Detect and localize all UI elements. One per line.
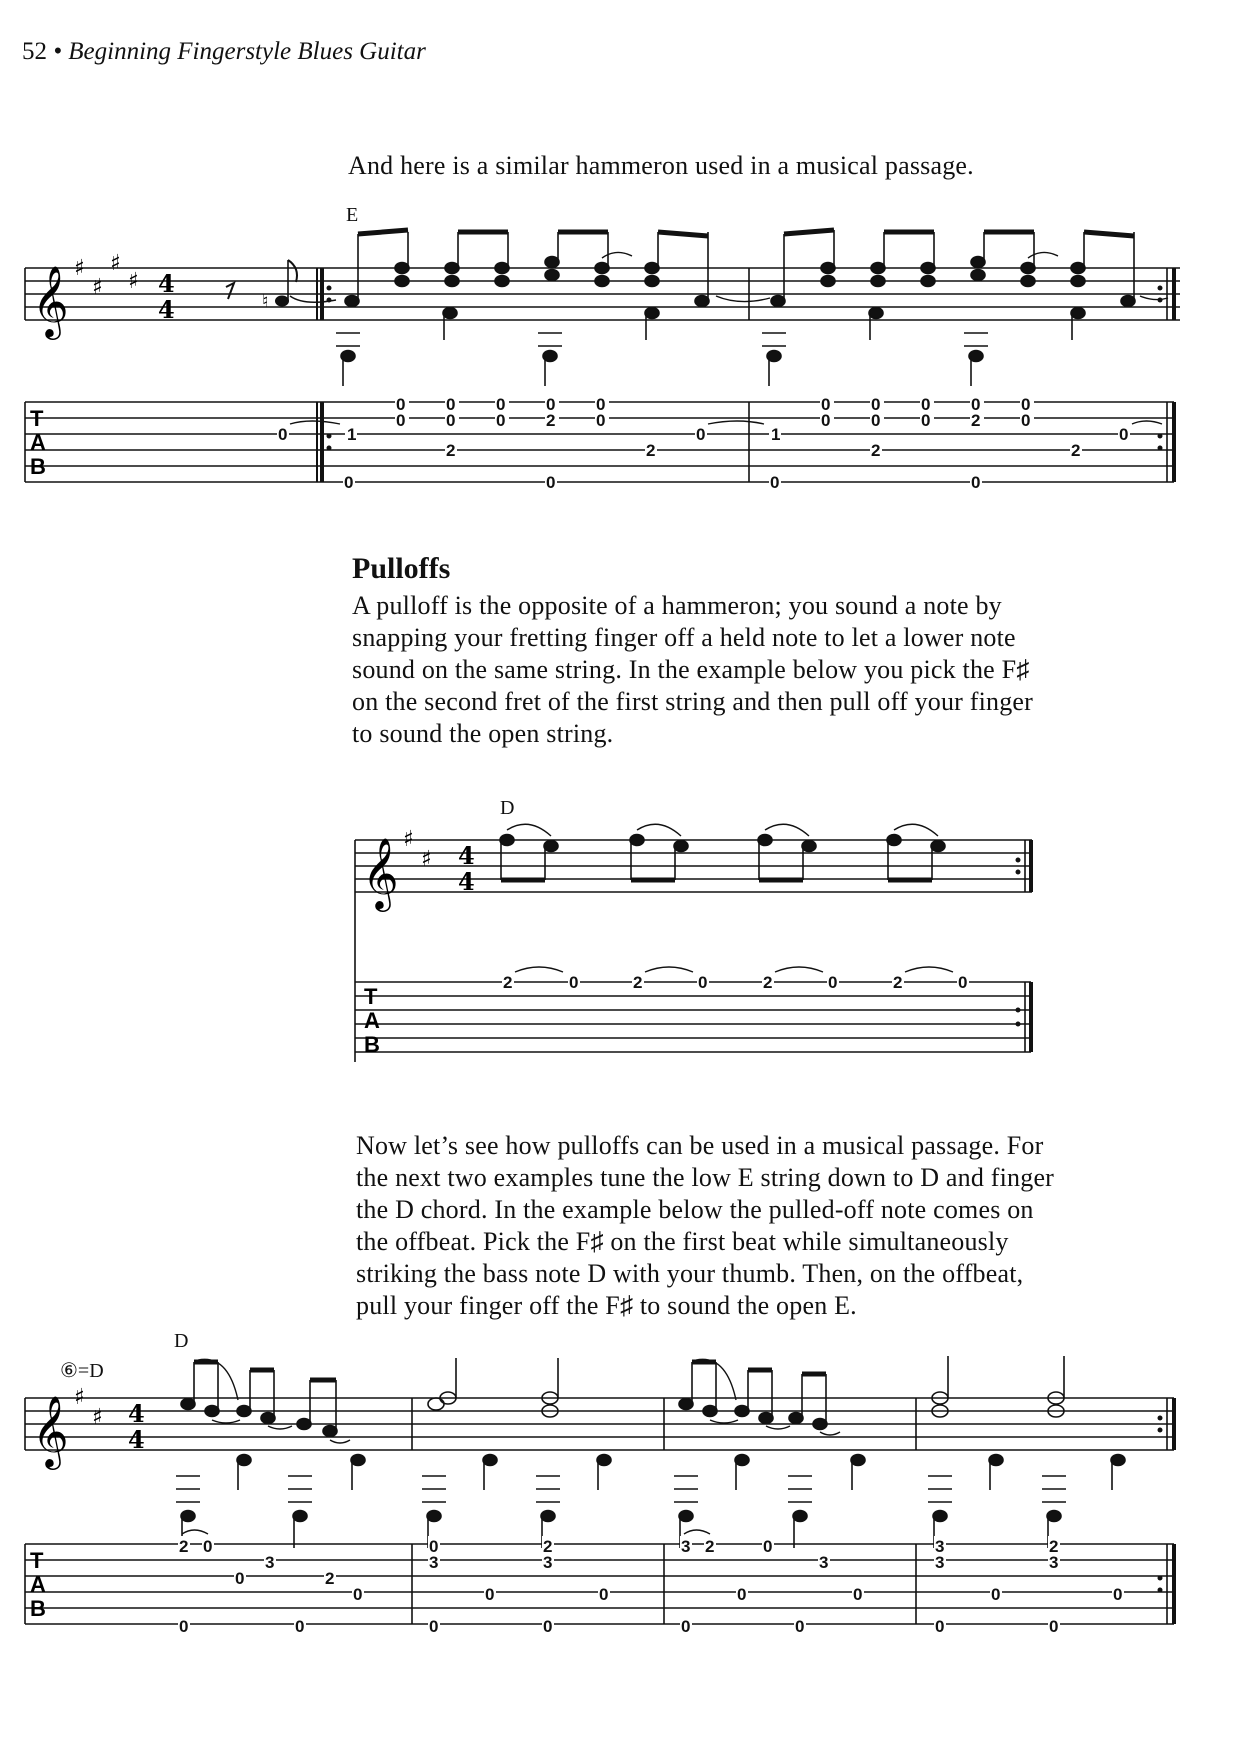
- pulloffs-heading: Pulloffs: [352, 552, 451, 585]
- svg-text:2: 2: [646, 441, 656, 460]
- svg-text:♯: ♯: [128, 269, 139, 294]
- svg-text:0: 0: [935, 1617, 945, 1636]
- svg-text:B: B: [30, 1596, 46, 1621]
- svg-text:3: 3: [935, 1537, 945, 1556]
- svg-text:2: 2: [546, 411, 556, 430]
- svg-text:0: 0: [821, 411, 831, 430]
- passage-line-5: striking the bass note D with your thumb. Then, on the offbeat,: [356, 1259, 1024, 1288]
- treble-clef-3: 𝄞: [32, 1394, 69, 1467]
- svg-text:♯: ♯: [110, 251, 121, 276]
- svg-text:3: 3: [681, 1537, 691, 1556]
- svg-text:0: 0: [795, 1617, 805, 1636]
- treble-clef-2: 𝄞: [362, 836, 399, 909]
- svg-text:0: 0: [396, 411, 406, 430]
- svg-text:0: 0: [1113, 1585, 1123, 1604]
- svg-text:0: 0: [1021, 411, 1031, 430]
- svg-text:0: 0: [1021, 395, 1031, 414]
- example3-chord: D: [174, 1330, 189, 1352]
- pulloffs-line-5: to sound the open string.: [352, 719, 614, 748]
- pulloffs-line-3: sound on the same string. In the example below you pick the F♯: [352, 655, 1030, 684]
- svg-text:0: 0: [446, 395, 456, 414]
- svg-text:♯: ♯: [421, 847, 432, 872]
- svg-text:2: 2: [893, 973, 903, 992]
- svg-text:3: 3: [429, 1553, 439, 1572]
- svg-text:2: 2: [763, 973, 773, 992]
- svg-text:0: 0: [921, 411, 931, 430]
- svg-text:0: 0: [203, 1537, 213, 1556]
- svg-text:2: 2: [1049, 1537, 1059, 1556]
- svg-text:3: 3: [935, 1553, 945, 1572]
- svg-text:0: 0: [681, 1617, 691, 1636]
- svg-text:♮: ♮: [262, 291, 269, 312]
- tab-letters-3: [30, 1548, 46, 1621]
- svg-text:0: 0: [344, 473, 354, 492]
- svg-text:0: 0: [429, 1617, 439, 1636]
- svg-text:0: 0: [496, 411, 506, 430]
- svg-text:2: 2: [503, 973, 513, 992]
- pulloffs-line-2: snapping your fretting finger off a held note to let a lower note: [352, 623, 1016, 652]
- svg-text:0: 0: [871, 411, 881, 430]
- svg-text:0: 0: [921, 395, 931, 414]
- header-bullet: •: [53, 38, 63, 65]
- svg-text:0: 0: [546, 473, 556, 492]
- svg-text:4: 4: [158, 295, 175, 324]
- svg-text:4: 4: [128, 1399, 145, 1428]
- svg-text:4: 4: [458, 841, 475, 870]
- svg-text:0: 0: [543, 1617, 553, 1636]
- pulloffs-line-1: A pulloff is the opposite of a hammeron; you sound a note by: [352, 591, 1002, 620]
- example3-tab-numbers: [178, 1536, 1124, 1636]
- svg-text:B: B: [364, 1032, 380, 1057]
- svg-text:0: 0: [429, 1537, 439, 1556]
- svg-text:0: 0: [235, 1569, 245, 1588]
- svg-text:4: 4: [128, 1425, 145, 1454]
- svg-text:2: 2: [971, 411, 981, 430]
- passage-line-2: the next two examples tune the low E string down to D and finger: [356, 1163, 1055, 1192]
- svg-text:4: 4: [458, 867, 475, 896]
- svg-text:♯: ♯: [92, 275, 103, 300]
- svg-text:0: 0: [1119, 425, 1129, 444]
- svg-text:1: 1: [771, 425, 781, 444]
- svg-text:0: 0: [278, 425, 288, 444]
- svg-text:2: 2: [325, 1569, 335, 1588]
- svg-text:2: 2: [1071, 441, 1081, 460]
- svg-text:0: 0: [599, 1585, 609, 1604]
- svg-text:2: 2: [705, 1537, 715, 1556]
- passage-line-1: Now let’s see how pulloffs can be used in a musical passage. For: [356, 1131, 1044, 1160]
- svg-text:0: 0: [971, 473, 981, 492]
- svg-text:3: 3: [265, 1553, 275, 1572]
- example2-chord: D: [500, 797, 515, 819]
- time-signature-3: [128, 1399, 145, 1454]
- svg-text:0: 0: [971, 395, 981, 414]
- svg-text:3: 3: [1049, 1553, 1059, 1572]
- svg-text:A: A: [30, 430, 46, 455]
- svg-text:0: 0: [396, 395, 406, 414]
- svg-text:♯: ♯: [74, 256, 85, 281]
- svg-text:0: 0: [179, 1617, 189, 1636]
- svg-text:0: 0: [485, 1585, 495, 1604]
- example1-chord: E: [346, 204, 359, 226]
- svg-text:0: 0: [763, 1537, 773, 1556]
- svg-text:2: 2: [179, 1537, 189, 1556]
- svg-text:4: 4: [158, 269, 175, 298]
- svg-text:0: 0: [853, 1585, 863, 1604]
- svg-text:0: 0: [569, 973, 579, 992]
- svg-text:♯: ♯: [403, 827, 414, 852]
- svg-text:2: 2: [446, 441, 456, 460]
- svg-text:0: 0: [737, 1585, 747, 1604]
- svg-text:T: T: [30, 406, 44, 431]
- svg-text:0: 0: [546, 395, 556, 414]
- svg-text:♯: ♯: [74, 1385, 85, 1410]
- svg-text:0: 0: [1049, 1617, 1059, 1636]
- svg-text:0: 0: [958, 973, 968, 992]
- svg-text:T: T: [30, 1548, 44, 1573]
- page-number: 52: [22, 38, 47, 65]
- example3-staff: [25, 1398, 1174, 1450]
- passage-line-3: the D chord. In the example below the pulled-off note comes on: [356, 1195, 1034, 1224]
- example3-notes: [176, 1356, 1125, 1548]
- treble-clef: 𝄞: [32, 264, 69, 337]
- svg-text:3: 3: [543, 1553, 553, 1572]
- tuning-label: ⑥=D: [60, 1360, 104, 1382]
- svg-text:0: 0: [828, 973, 838, 992]
- svg-text:3: 3: [819, 1553, 829, 1572]
- svg-text:0: 0: [353, 1585, 363, 1604]
- svg-text:0: 0: [596, 411, 606, 430]
- book-title: Beginning Fingerstyle Blues Guitar: [68, 38, 426, 65]
- svg-text:2: 2: [633, 973, 643, 992]
- svg-text:B: B: [30, 454, 46, 479]
- svg-text:2: 2: [871, 441, 881, 460]
- intro-text: And here is a similar hammeron used in a musical passage.: [348, 151, 974, 180]
- svg-text:0: 0: [496, 395, 506, 414]
- svg-text:0: 0: [446, 411, 456, 430]
- pulloffs-line-4: on the second fret of the first string and then pull off your finger: [352, 687, 1034, 716]
- passage-line-4: the offbeat. Pick the F♯ on the first beat while simultaneously: [356, 1227, 1009, 1256]
- svg-text:0: 0: [596, 395, 606, 414]
- svg-text:0: 0: [991, 1585, 1001, 1604]
- svg-text:0: 0: [698, 973, 708, 992]
- svg-text:0: 0: [770, 473, 780, 492]
- svg-text:♯: ♯: [92, 1405, 103, 1430]
- passage-line-6: pull your finger off the F♯ to sound the open E.: [356, 1291, 857, 1320]
- svg-text:0: 0: [821, 395, 831, 414]
- svg-text:0: 0: [696, 425, 706, 444]
- svg-text:A: A: [30, 1572, 46, 1597]
- svg-text:0: 0: [871, 395, 881, 414]
- svg-text:1: 1: [347, 425, 357, 444]
- svg-text:0: 0: [295, 1617, 305, 1636]
- svg-text:T: T: [364, 984, 378, 1009]
- svg-text:2: 2: [543, 1537, 553, 1556]
- svg-text:A: A: [364, 1008, 380, 1033]
